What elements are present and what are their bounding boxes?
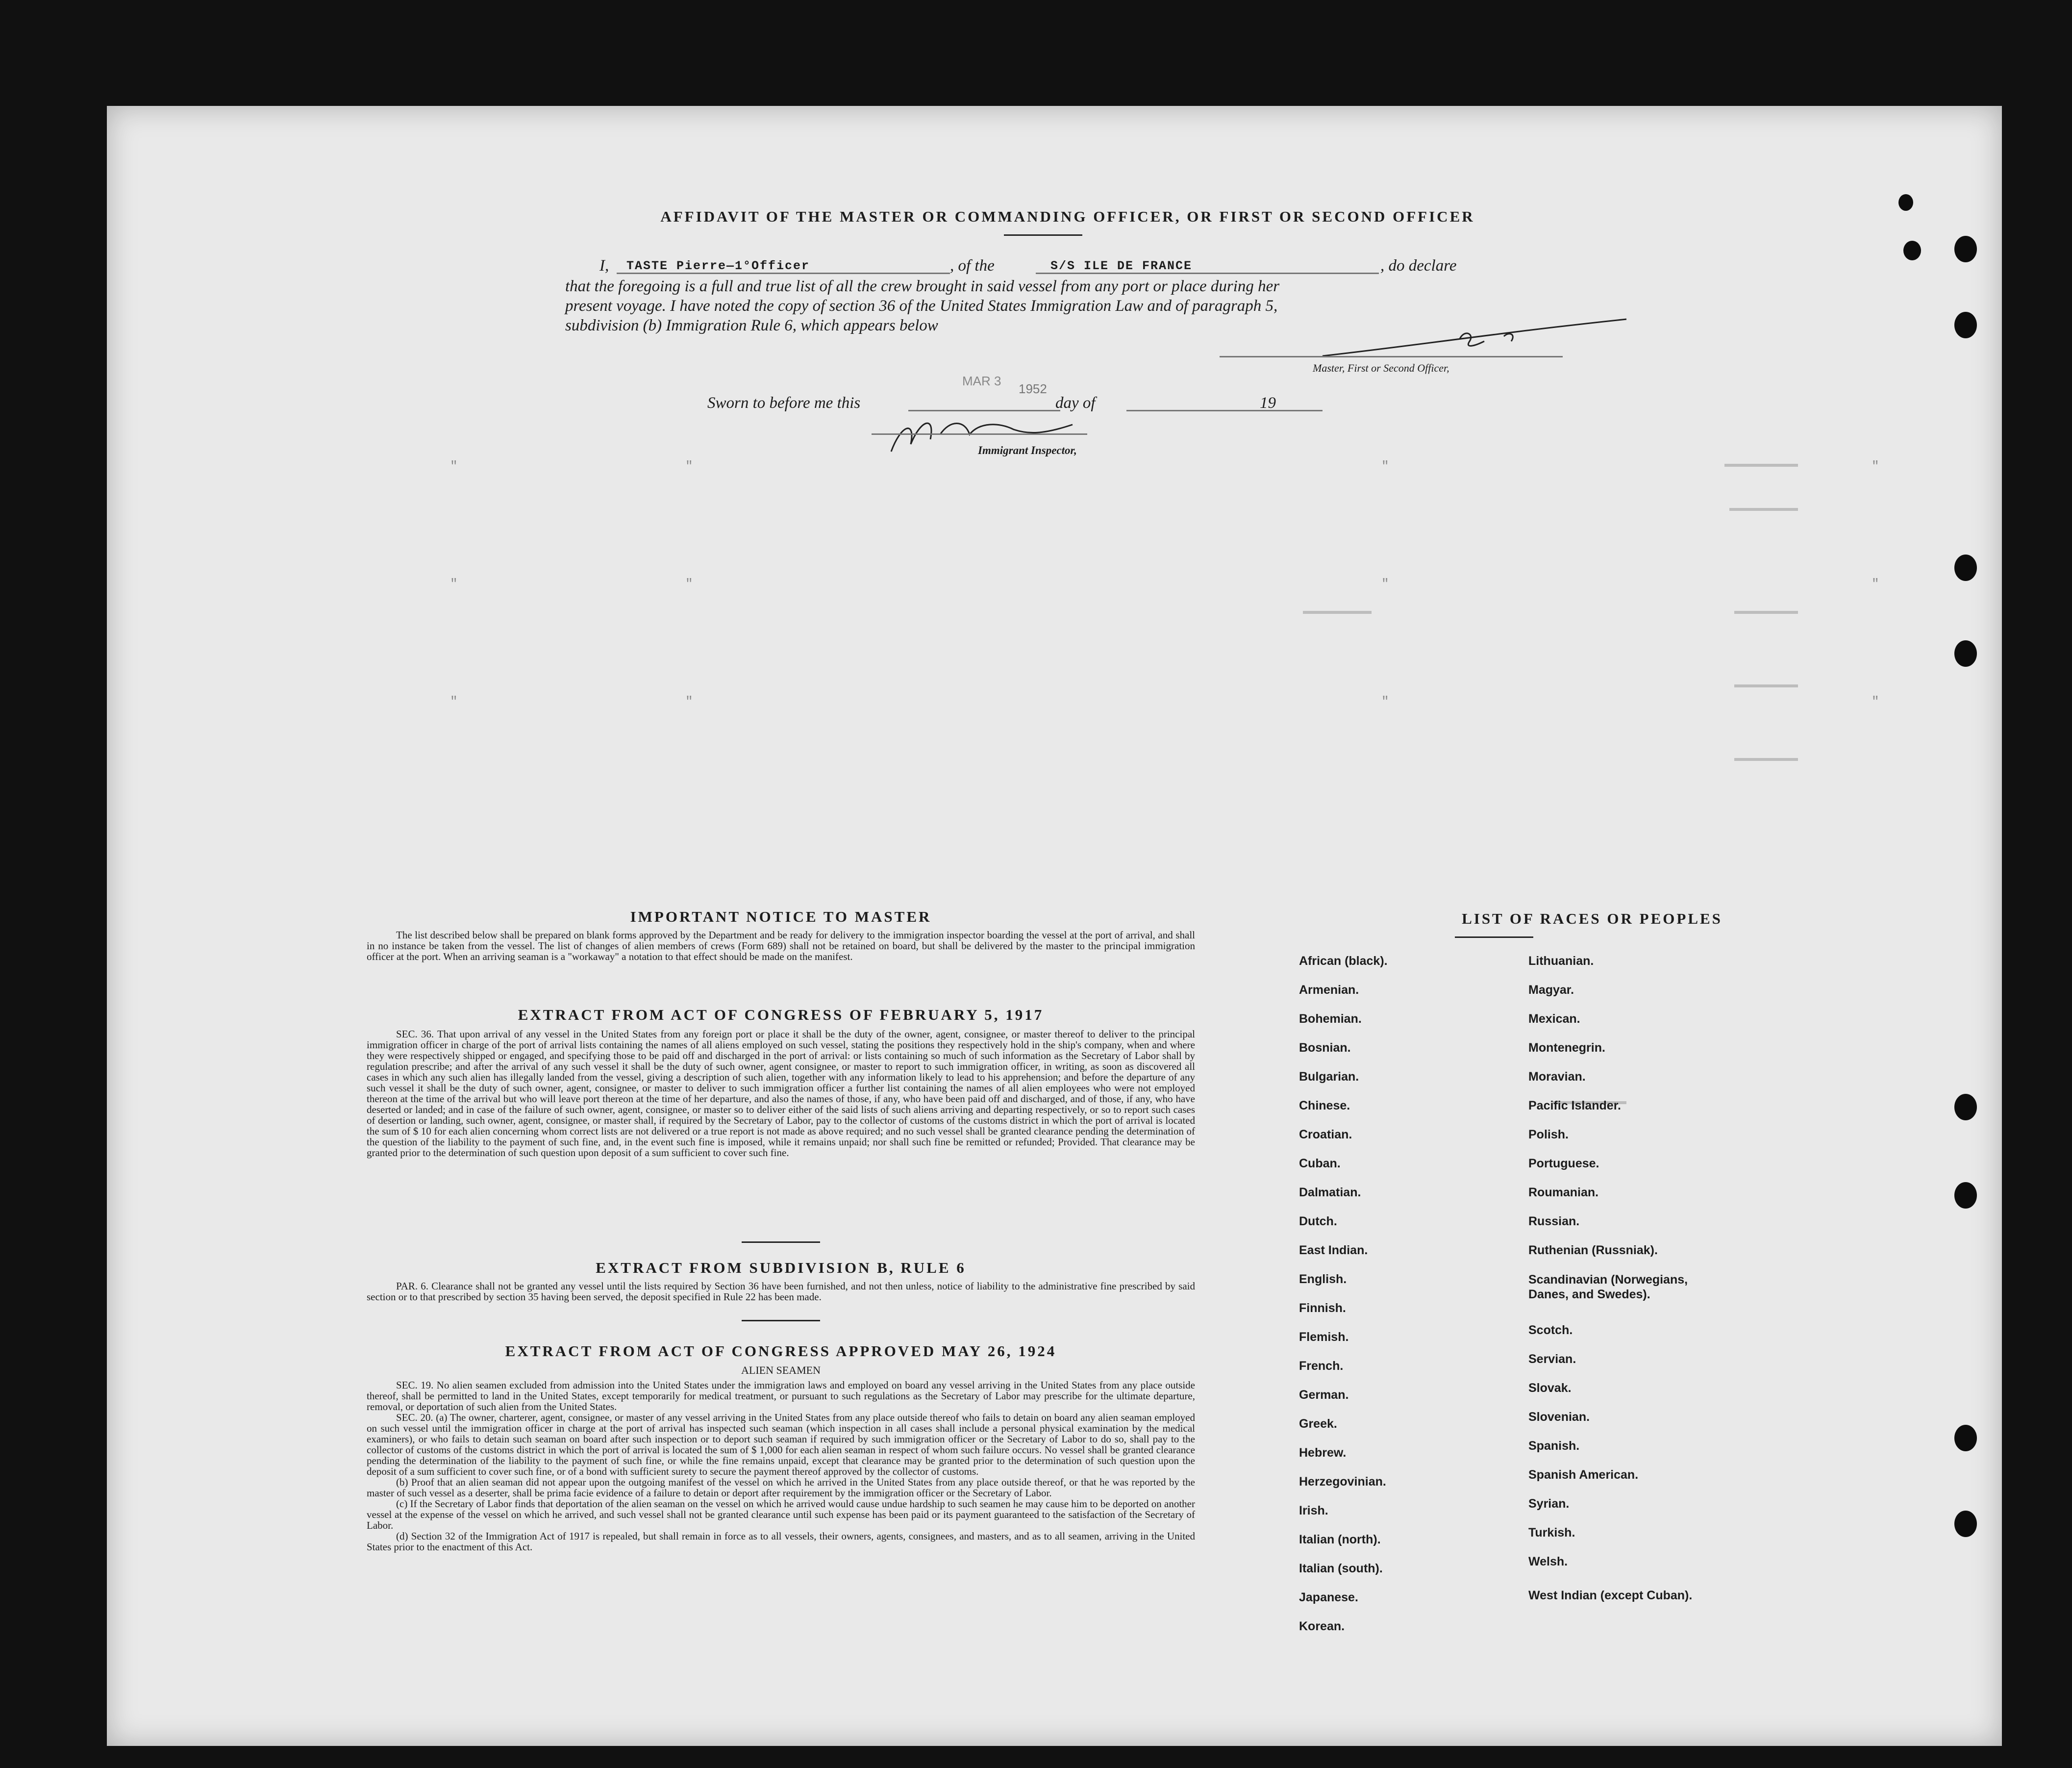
punch-hole: [1954, 1094, 1977, 1120]
i-label: I,: [599, 257, 609, 275]
punch-hole: [1903, 241, 1921, 260]
extract-1917-title: EXTRACT FROM ACT OF CONGRESS OF FEBRUARY 5, 1917: [518, 1006, 1044, 1023]
bleed-through-mark: [1734, 611, 1798, 614]
race-item: Herzegovinian.: [1299, 1475, 1386, 1489]
race-item: Japanese.: [1299, 1591, 1358, 1604]
race-item: Dutch.: [1299, 1214, 1337, 1228]
inspector-line: [872, 433, 1087, 435]
race-item: Moravian.: [1528, 1070, 1586, 1084]
race-item: French.: [1299, 1359, 1344, 1373]
race-item: Italian (south).: [1299, 1562, 1383, 1575]
bleed-through-mark: ": [1872, 577, 1879, 591]
bleed-through-mark: ": [1872, 459, 1879, 474]
year-line: [1281, 410, 1323, 411]
affidavit-line-3: present voyage. I have noted the copy of section 36 of the United States Immigration Law and of paragraph 5,: [565, 297, 1278, 315]
race-item: Bulgarian.: [1299, 1070, 1359, 1084]
bleed-through-mark: [1729, 508, 1798, 511]
race-item: Scotch.: [1528, 1323, 1573, 1337]
race-item: Spanish American.: [1528, 1468, 1639, 1482]
notice-body: [367, 930, 1195, 962]
race-item: Scandinavian (Norwegians, Danes, and Swedes).: [1528, 1273, 1688, 1301]
race-item: Chinese.: [1299, 1099, 1350, 1112]
sec-20b-paragraph: (b) Proof that an alien seaman did not appear upon the outgoing manifest of the vessel on which he arrived in the United States from any place outside thereof, or that he was reported by the master of such vessel as a deserter, shall be prima facie evidence of a failure to detain or deport after requirement by the immigration officer or the Secretary of Labor.: [367, 1476, 1195, 1499]
race-item: Montenegrin.: [1528, 1041, 1605, 1055]
race-item: Mexican.: [1528, 1012, 1580, 1026]
bleed-through-mark: ": [1872, 694, 1879, 709]
race-item: Spanish.: [1528, 1439, 1580, 1453]
race-item: Dalmatian.: [1299, 1186, 1361, 1199]
bleed-through-mark: [1734, 758, 1798, 761]
section-rule: [742, 1241, 820, 1243]
race-item: Korean.: [1299, 1619, 1345, 1633]
race-item: Bosnian.: [1299, 1041, 1351, 1055]
race-item: Slovenian.: [1528, 1410, 1590, 1424]
officer-name-line: [617, 273, 950, 274]
race-item: Slovak.: [1528, 1381, 1572, 1395]
race-item: Magyar.: [1528, 983, 1574, 997]
extract-1924-title: EXTRACT FROM ACT OF CONGRESS APPROVED MAY 26, 1924: [505, 1342, 1057, 1360]
race-item: German.: [1299, 1388, 1349, 1402]
extract-1917-paragraph: SEC. 36. That upon arrival of any vessel in the United States from any foreign port or place it shall be the duty of the owner, agent, consignee, or master thereof to deliver to the principal immigration officer in charge of the port of arrival lists containing the names of all aliens employed on such vessel, stating the positions they respectively hold in the ship's company, when and where they were respectively shipped or engaged, and specifying those to be paid off and discharged in the port of arrival: or lists containing so much of such information as the Secretary of Labor shall by regulation prescribe; and after the arrival of any such vessel it shall be the duty of such owner, agent consignee, or master to report to such immigration officer, in writing, as soon as discovered all cases in which any such alien has illegally landed from the vessel, giving a description of such alien, together with any information likely to lead to his apprehension; and before the departure of any such vessel it shall be the duty of such owner, agent, consignee, or master to deliver to such immigration officer a further list containing the names of all alien employees who were not employed thereon at the time of the arrival but who will leave port thereon at the time of her departure, and also the names of those, if any, who have been paid off and discharged, and of those, if any, who have deserted or landed; and in case of the failure of such owner, agent, consignee, or master so to deliver either of the said lists of such aliens arriving and departing respectively, or so to report such cases of desertion or landing, such owner, agent, consignee, or master shall, if required by the Secretary of Labor, pay to the collector of customs of the customs district in which the port of arrival is located the sum of $ 10 for each alien concerning whom correct lists are not delivered or a true report is not made as above required; and no such vessel shall be granted clearance pending the determination of the question of the liability to the payment of such fine, and, in the event such fine is imposed, while it remains unpaid; nor shall such fine be remitted or refunded; Provided. That clearance may be granted prior to the determination of such question upon deposit of a sum sufficient to cover such fine.: [367, 1028, 1195, 1159]
race-item: Finnish.: [1299, 1301, 1346, 1315]
race-item: Ruthenian (Russniak).: [1528, 1243, 1658, 1257]
race-item: Armenian.: [1299, 983, 1359, 997]
section-rule: [742, 1320, 820, 1321]
rule-6-title: EXTRACT FROM SUBDIVISION B, RULE 6: [596, 1259, 966, 1276]
race-item: Russian.: [1528, 1214, 1580, 1228]
vessel-name-line: [1036, 273, 1379, 274]
sec-19-paragraph: SEC. 19. No alien seamen excluded from admission into the United States under the immigration laws and employed on board any vessel arriving in the United States from any place outside thereof, shall be permitted to land in the United States, except temporarily for medical treatment, or pursuant to such regulations as the Secretary of Labor may prescribe for the ultimate departure, removal, or deportation of such alien from the United States.: [367, 1379, 1195, 1413]
race-item: Greek.: [1299, 1417, 1337, 1431]
race-item: Italian (north).: [1299, 1533, 1381, 1546]
affidavit-title: AFFIDAVIT OF THE MASTER OR COMMANDING OFFICER, OR FIRST OR SECOND OFFICER: [660, 208, 1475, 225]
affidavit-line-4: subdivision (b) Immigration Rule 6, which appears below: [565, 317, 938, 334]
race-item: Portuguese.: [1528, 1157, 1599, 1170]
title-rule: [1004, 234, 1082, 236]
race-item: Pacific Islander.: [1528, 1099, 1621, 1112]
affidavit-line-2: that the foregoing is a full and true list of all the crew brought in said vessel from any port or place during her: [565, 278, 1280, 295]
punch-hole: [1954, 1182, 1977, 1209]
race-item: East Indian.: [1299, 1243, 1368, 1257]
bleed-through-mark: [1734, 684, 1798, 687]
bleed-through-mark: [1303, 611, 1372, 614]
race-item: African (black).: [1299, 954, 1388, 968]
bleed-through-mark: ": [450, 694, 458, 709]
master-caption: Master, First or Second Officer,: [1313, 362, 1449, 374]
race-item: English.: [1299, 1272, 1347, 1286]
master-signature: [1313, 312, 1636, 366]
race-item: Bohemian.: [1299, 1012, 1362, 1026]
year-prefix: 19: [1260, 394, 1276, 412]
race-item: Polish.: [1528, 1128, 1569, 1141]
vessel-name: S/S ILE DE FRANCE: [1050, 259, 1193, 273]
bleed-through-mark: [1724, 464, 1798, 467]
race-item: Flemish.: [1299, 1330, 1349, 1344]
of-the-label: , of the: [950, 257, 995, 275]
sec-20d-paragraph: (d) Section 32 of the Immigration Act of 1917 is repealed, but shall remain in force as to all vessels, their owners, agents, consignees, and masters, and as to all seamen, arriving in the United States prior to the enactment of this Act.: [367, 1530, 1195, 1553]
races-title: LIST OF RACES OR PEOPLES: [1462, 910, 1723, 927]
race-item: Servian.: [1528, 1352, 1576, 1366]
races-rule: [1455, 936, 1533, 938]
race-item: West Indian (except Cuban).: [1528, 1589, 1693, 1602]
race-item: Cuban.: [1299, 1157, 1341, 1170]
extract-1924-body: [367, 1380, 1195, 1552]
notice-title: IMPORTANT NOTICE TO MASTER: [630, 908, 932, 925]
punch-hole: [1954, 1511, 1977, 1537]
extract-1924-subtitle: ALIEN SEAMEN: [741, 1364, 821, 1376]
punch-hole: [1954, 640, 1977, 667]
punch-hole: [1954, 555, 1977, 581]
bleed-through-mark: ": [1381, 694, 1389, 709]
date-stamp-year: 1952: [1019, 381, 1047, 396]
rule-6-body: [367, 1281, 1195, 1302]
bleed-through-mark: ": [1381, 577, 1389, 591]
sworn-text: Sworn to before me this: [707, 394, 861, 412]
bleed-through-mark: ": [685, 694, 693, 709]
race-item: Syrian.: [1528, 1497, 1570, 1511]
race-item: Croatian.: [1299, 1128, 1352, 1141]
punch-hole: [1954, 1425, 1977, 1451]
punch-hole: [1954, 312, 1977, 338]
race-item: Roumanian.: [1528, 1186, 1599, 1199]
date-stamp-month: MAR 3: [962, 374, 1001, 388]
extract-1917-body: [367, 1029, 1195, 1158]
race-item: Irish.: [1299, 1504, 1328, 1517]
bleed-through-mark: ": [450, 459, 458, 474]
bleed-through-mark: ": [685, 459, 693, 474]
sec-20a-paragraph: SEC. 20. (a) The owner, charterer, agent, consignee, or master of any vessel arriving in the United States from any place outside thereof who fails to detain on board any alien seaman employed on such vessel until the immigration officer in charge at the port of arrival has inspected such seaman (which inspection in all cases shall include a personal physical examination by the medical examiners), or who fails to detain such seaman on board after such inspection or to deport such seaman if required by such immigration officer or the Secretary of Labor to do so, shall pay to the collector of customs of the customs district in which the port of arrival is located the sum of $ 1,000 for each alien seaman in respect of whom such failure occurs. No vessel shall be granted clearance pending the determination of the liability to the payment of such fine, or while the fine remains unpaid, except that clearance may be granted prior to the determination of such question upon the deposit of a sum sufficient to cover such fine, or of a bond with sufficient surety to secure the payment thereof approved by the collector of customs.: [367, 1412, 1195, 1477]
race-item: Lithuanian.: [1528, 954, 1594, 968]
document-page: [107, 106, 2002, 1746]
do-declare-label: , do declare: [1380, 257, 1457, 275]
day-of-label: day of: [1055, 394, 1096, 412]
race-item: Welsh.: [1528, 1555, 1568, 1568]
bleed-through-mark: ": [685, 577, 693, 591]
bleed-through-mark: ": [450, 577, 458, 591]
race-item: Turkish.: [1528, 1526, 1575, 1540]
bleed-through-mark: ": [1381, 459, 1389, 474]
officer-name: TASTE Pierre—1°Officer: [626, 259, 810, 273]
race-item: Hebrew.: [1299, 1446, 1347, 1460]
master-signature-line: [1220, 356, 1563, 357]
inspector-caption: Immigrant Inspector,: [978, 444, 1077, 456]
punch-hole: [1954, 236, 1977, 262]
sec-20c-paragraph: (c) If the Secretary of Labor finds that deportation of the alien seaman on the vessel on which he arrived would cause undue hardship to such seamen he may cause him to be deported on another vessel at the expense of the vessel on which he arrived, and such vessel shall not be granted clearance until such expense has been paid or its payment guaranteed to the satisfaction of the Secretary of Labor.: [367, 1498, 1195, 1531]
punch-hole: [1898, 194, 1913, 211]
rule-6-paragraph: PAR. 6. Clearance shall not be granted any vessel until the lists required by Section 36 have been furnished, and not then unless, notice of liability to the administrative fine prescribed by said section or to that prescribed by section 35 having been served, the deposit specified in Rule 22 has been made.: [367, 1280, 1195, 1303]
notice-paragraph: The list described below shall be prepared on blank forms approved by the Department and be ready for delivery to the immigration inspector boarding the vessel at the port of arrival, and shall in no instance be taken from the vessel. The list of changes of alien members of crews (Form 689) shall not be retained on board, but shall be delivered by the master to the principal immigration officer at the port. When an arriving seaman is a "workaway" a notation to that effect should be made on the manifest.: [367, 929, 1195, 962]
